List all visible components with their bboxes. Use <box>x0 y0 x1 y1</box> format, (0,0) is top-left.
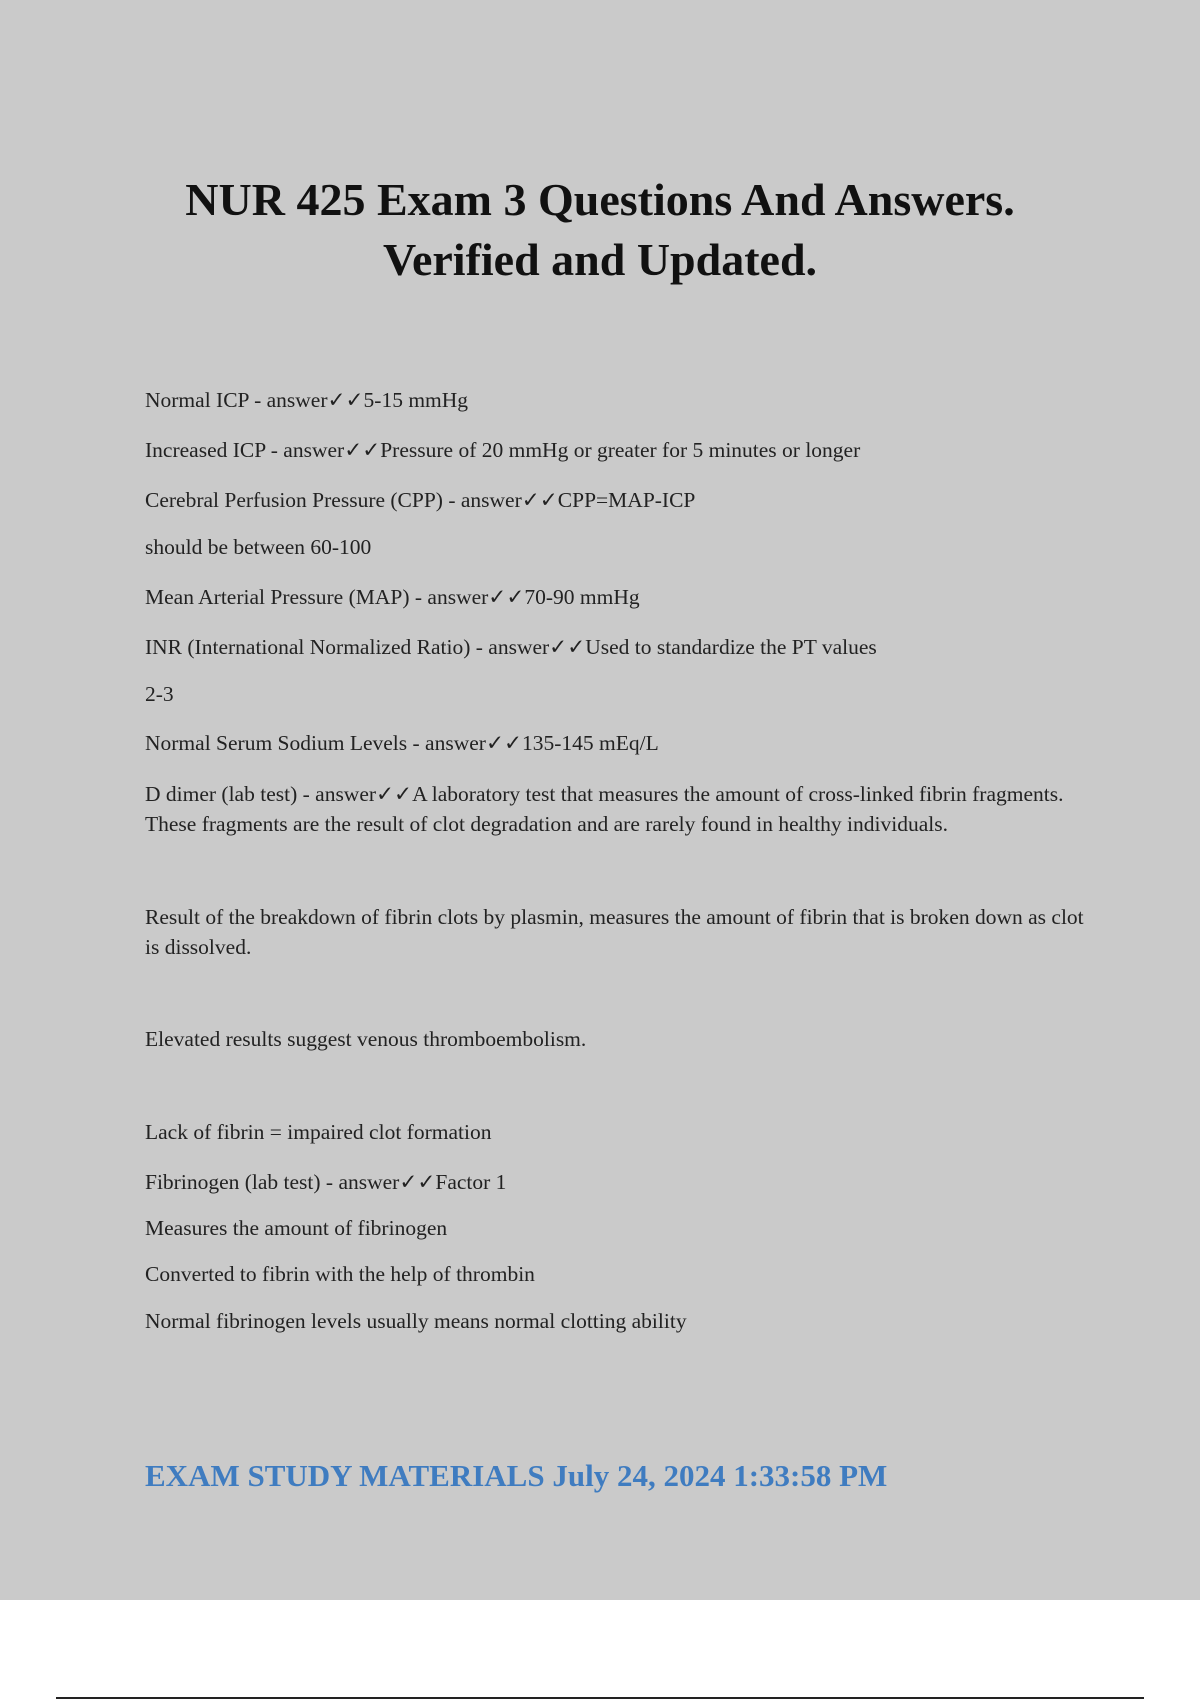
qa-line-normal-icp: Normal ICP - answer✓✓5-15 mmHg <box>145 388 469 412</box>
qa-line-cpp: Cerebral Perfusion Pressure (CPP) - answer✓✓CPP=MAP-ICP <box>145 488 696 512</box>
document-title <box>100 170 1100 290</box>
qa-line-fibrinogen-conversion: Converted to fibrin with the help of thrombin <box>145 1262 535 1286</box>
qa-line-fibrinogen: Fibrinogen (lab test) - answer✓✓Factor 1 <box>145 1170 507 1194</box>
qa-line-inr: INR (International Normalized Ratio) - answer✓✓Used to standardize the PT values <box>145 635 877 659</box>
qa-line-fibrin-breakdown: Result of the breakdown of fibrin clots by plasmin, measures the amount of fibrin that is broken down as clot is dissolved. <box>145 905 1084 959</box>
qa-content <box>145 385 1085 1336</box>
qa-line-d-dimer: D dimer (lab test) - answer✓✓A laboratory test that measures the amount of cross-linked fibrin fragments. These fragments are the result of clot degradation and are rarely found in healthy individuals. <box>145 782 1064 836</box>
title-line-2: Verified and Updated. <box>382 234 818 285</box>
qa-line-sodium: Normal Serum Sodium Levels - answer✓✓135-145 mEq/L <box>145 731 659 755</box>
title-line-1: NUR 425 Exam 3 Questions And Answers. <box>185 174 1015 225</box>
qa-line-cpp-range: should be between 60-100 <box>145 535 372 559</box>
qa-line-elevated-results: Elevated results suggest venous thromboembolism. <box>145 1027 587 1051</box>
page-divider <box>56 1697 1144 1699</box>
qa-line-fibrinogen-normal: Normal fibrinogen levels usually means normal clotting ability <box>145 1309 687 1333</box>
qa-line-map: Mean Arterial Pressure (MAP) - answer✓✓70-90 mmHg <box>145 585 640 609</box>
qa-line-increased-icp: Increased ICP - answer✓✓Pressure of 20 mmHg or greater for 5 minutes or longer <box>145 438 861 462</box>
qa-line-lack-of-fibrin: Lack of fibrin = impaired clot formation <box>145 1120 492 1144</box>
footer-stamp: EXAM STUDY MATERIALS July 24, 2024 1:33:58 PM <box>145 1458 888 1493</box>
qa-line-inr-range: 2-3 <box>145 682 174 706</box>
qa-line-fibrinogen-measure: Measures the amount of fibrinogen <box>145 1216 448 1240</box>
